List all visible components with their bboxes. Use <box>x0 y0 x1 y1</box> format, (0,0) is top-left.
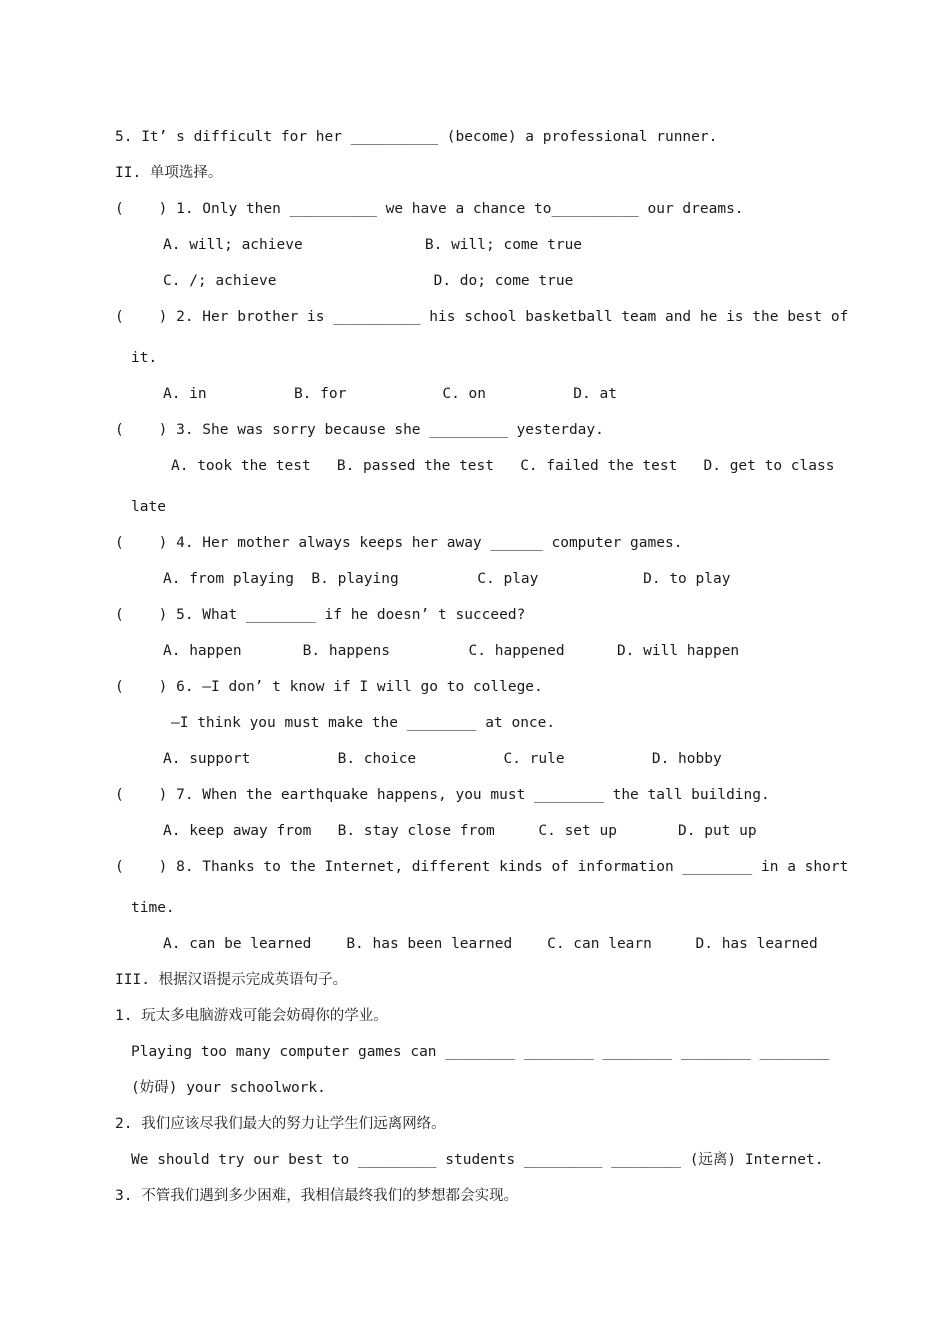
answer-options: A. support B. choice C. rule D. hobby <box>163 751 722 767</box>
question-line: ( ) 6. —I don’ t know if I will go to college. <box>115 679 543 695</box>
translation-prompt: 2. 我们应该尽我们最大的努力让学生们远离网络。 <box>115 1116 446 1132</box>
question-line-reply: —I think you must make the ________ at once. <box>171 715 556 731</box>
question-line: ( ) 8. Thanks to the Internet, different kinds of information ________ in a short <box>115 859 849 875</box>
question-line-continuation: it. <box>131 350 158 366</box>
question-line-continuation: time. <box>131 900 175 916</box>
answer-options: A. from playing B. playing C. play D. to play <box>163 571 731 587</box>
answer-options: C. /; achieve D. do; come true <box>163 273 574 289</box>
section-heading: III. 根据汉语提示完成英语句子。 <box>115 972 348 988</box>
question-line: 5. It’ s difficult for her __________ (become) a professional runner. <box>115 129 718 145</box>
answer-options: A. in B. for C. on D. at <box>163 386 617 402</box>
fill-in-line: (妨碍) your schoolwork. <box>131 1080 326 1096</box>
translation-prompt: 3. 不管我们遇到多少困难，我相信最终我们的梦想都会实现。 <box>115 1188 519 1204</box>
answer-options: A. can be learned B. has been learned C. can learn D. has learned <box>163 936 818 952</box>
question-line: ( ) 1. Only then __________ we have a chance to__________ our dreams. <box>115 201 744 217</box>
question-line: ( ) 2. Her brother is __________ his school basketball team and he is the best of <box>115 309 849 325</box>
fill-in-line: Playing too many computer games can ________ ________ ________ ________ ________ <box>131 1044 830 1060</box>
answer-options: A. keep away from B. stay close from C. set up D. put up <box>163 823 757 839</box>
question-line: ( ) 4. Her mother always keeps her away ______ computer games. <box>115 535 683 551</box>
section-heading: II. 单项选择。 <box>115 165 223 181</box>
question-line: ( ) 3. She was sorry because she _________ yesterday. <box>115 422 604 438</box>
answer-options: A. took the test B. passed the test C. failed the test D. get to class <box>171 458 835 474</box>
answer-options-continuation: late <box>131 499 166 515</box>
fill-in-line: We should try our best to _________ students _________ ________ (远离) Internet. <box>131 1152 824 1168</box>
question-line: ( ) 7. When the earthquake happens, you must ________ the tall building. <box>115 787 770 803</box>
answer-options: A. will; achieve B. will; come true <box>163 237 583 253</box>
question-line: ( ) 5. What ________ if he doesn’ t succeed? <box>115 607 526 623</box>
translation-prompt: 1. 玩太多电脑游戏可能会妨碍你的学业。 <box>115 1008 388 1024</box>
answer-options: A. happen B. happens C. happened D. will happen <box>163 643 740 659</box>
